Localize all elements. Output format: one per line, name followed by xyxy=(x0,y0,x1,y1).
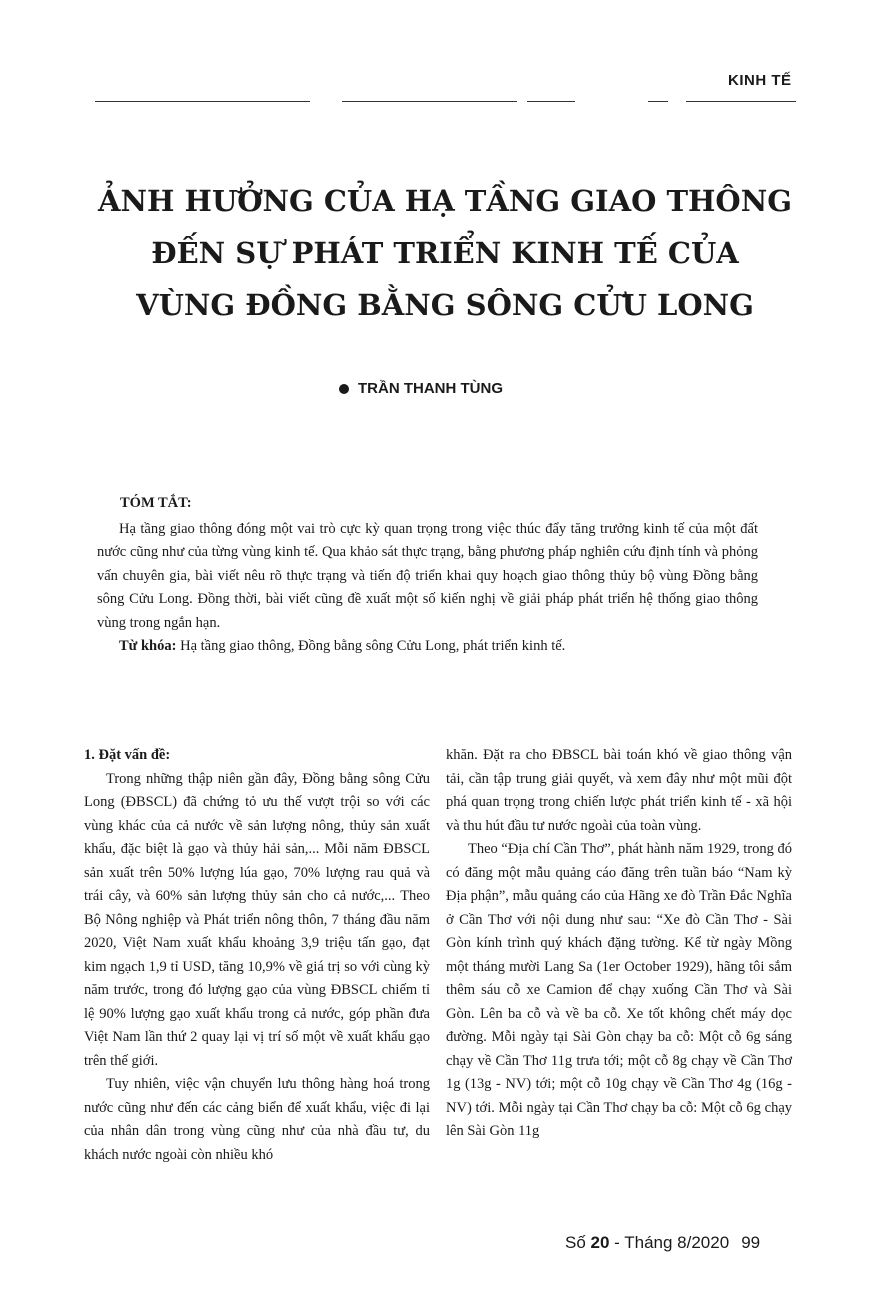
title-line: ẢNH HƯỞNG CỦA HẠ TẦNG GIAO THÔNG xyxy=(98,184,792,218)
keywords-text: Hạ tầng giao thông, Đồng bằng sông Cửu Long, phát triển kinh tế. xyxy=(176,638,566,654)
right-column xyxy=(446,744,792,1144)
header-rule xyxy=(686,101,796,102)
article-title xyxy=(60,175,830,331)
issue-number: 20 xyxy=(590,1233,610,1252)
issue-date: - Tháng 8/2020 xyxy=(609,1233,730,1252)
header-rule xyxy=(95,101,310,102)
keywords xyxy=(97,635,758,658)
header-rule xyxy=(342,101,517,102)
left-column xyxy=(84,744,430,1167)
paragraph: Theo “Địa chí Cần Thơ”, phát hành năm 1929, trong đó có đăng một mẫu quảng cáo đăng trên tuần báo “Nam kỳ Địa phận”, mẫu quảng cáo của Hãng xe đò Trần Đắc Nghĩa ở Cần Thơ với nội dung như sau: “Xe đò Cần Thơ - Sài Gòn kính trình quý khách đặng tường. Kể từ ngày Mồng một tháng mười Lang Sa (1er October 1929), hãng tôi sắm thêm sáu cỗ xe Camion để chạy xuống Cần Thơ và Sài Gòn. Lên ba cỗ và về ba cỗ. Xe tốt không chết máy dọc đường. Mỗi ngày tại Sài Gòn chạy ba cỗ: Một cỗ 6g sáng chạy về Cần Thơ 11g trưa tới; một cỗ 8g chạy về Cần Thơ 1g (13g - NV) tới; một cỗ 10g chạy về Cần Thơ 4g (16g - NV) tới. Mỗi ngày tại Cần Thơ chạy ba cỗ: Một cỗ 6g chạy lên Sài Gòn 11g xyxy=(446,841,792,1139)
abstract-text: Hạ tầng giao thông đóng một vai trò cực kỳ quan trọng trong việc thúc đẩy tăng trưởng kinh tế của một đất nước cũng như của từng vùng kinh tế. Qua khảo sát thực trạng, bằng phương pháp nghiên cứu định tính và phỏng vấn chuyên gia, bài viết nêu rõ thực trạng và tiến độ triển khai quy hoạch giao thông thủy bộ vùng Đồng bằng sông Cửu Long. Đồng thời, bài viết cũng đề xuất một số kiến nghị về giải pháp phát triển hệ thống giao thông vùng trong ngắn hạn. xyxy=(97,521,758,631)
page-footer xyxy=(565,1233,760,1253)
header-rule xyxy=(648,101,668,102)
abstract-heading: TÓM TẮT: xyxy=(120,495,192,511)
author-name: TRẦN THANH TÙNG xyxy=(358,380,503,397)
section-heading: 1. Đặt vấn đề: xyxy=(84,747,171,763)
paragraph: Trong những thập niên gần đây, Đồng bằng sông Cửu Long (ĐBSCL) đã chứng tỏ ưu thế vượt trội so với các vùng khác của cả nước về sản lượng nông, thủy sản xuất khẩu, đặc biệt là gạo và thủy hải sản,... Mỗi năm ĐBSCL sản xuất trên 50% lượng lúa gạo, 70% lượng rau quả và trái cây, và 60% sản lượng thủy sản cho cả nước,... Theo Bộ Nông nghiệp và Phát triển nông thôn, 7 tháng đầu năm 2020, Việt Nam xuất khẩu khoảng 3,9 triệu tấn gạo, đạt kim ngạch 1,9 tỉ USD, tăng 10,9% về giá trị so với cùng kỳ năm trước, trong đó lượng gạo của vùng ĐBSCL chiếm tỉ lệ 90% lượng gạo xuất khẩu trong cả nước, góp phần đưa Việt Nam lần thứ 2 quay lại vị trí số một về xuất khẩu gạo trên thế giới. xyxy=(84,770,430,1069)
title-line: ĐẾN SỰ PHÁT TRIỂN KINH TẾ CỦA xyxy=(151,236,739,270)
header-rule xyxy=(527,101,575,102)
bullet-icon xyxy=(339,384,349,394)
title-line: VÙNG ĐỒNG BẰNG SÔNG CỬU LONG xyxy=(136,288,754,322)
author-byline xyxy=(339,380,503,397)
section-label: KINH TẾ xyxy=(728,72,792,89)
issue-prefix: Số xyxy=(565,1233,591,1252)
paragraph: khăn. Đặt ra cho ĐBSCL bài toán khó về giao thông vận tải, cần tập trung giải quyết, và xem đây như một mũi đột phá quan trọng trong chiến lược phát triển kinh tế - xã hội và thu hút đầu tư nước ngoài của toàn vùng. xyxy=(446,747,792,834)
keywords-label: Từ khóa: xyxy=(119,638,177,654)
paragraph: Tuy nhiên, việc vận chuyển lưu thông hàng hoá trong nước cũng như đến các cảng biển để xuất khẩu, việc đi lại của nhân dân trong vùng cũng như của nhà đầu tư, du khách nước ngoài còn nhiều khó xyxy=(84,1076,430,1163)
page-number: 99 xyxy=(741,1233,761,1252)
